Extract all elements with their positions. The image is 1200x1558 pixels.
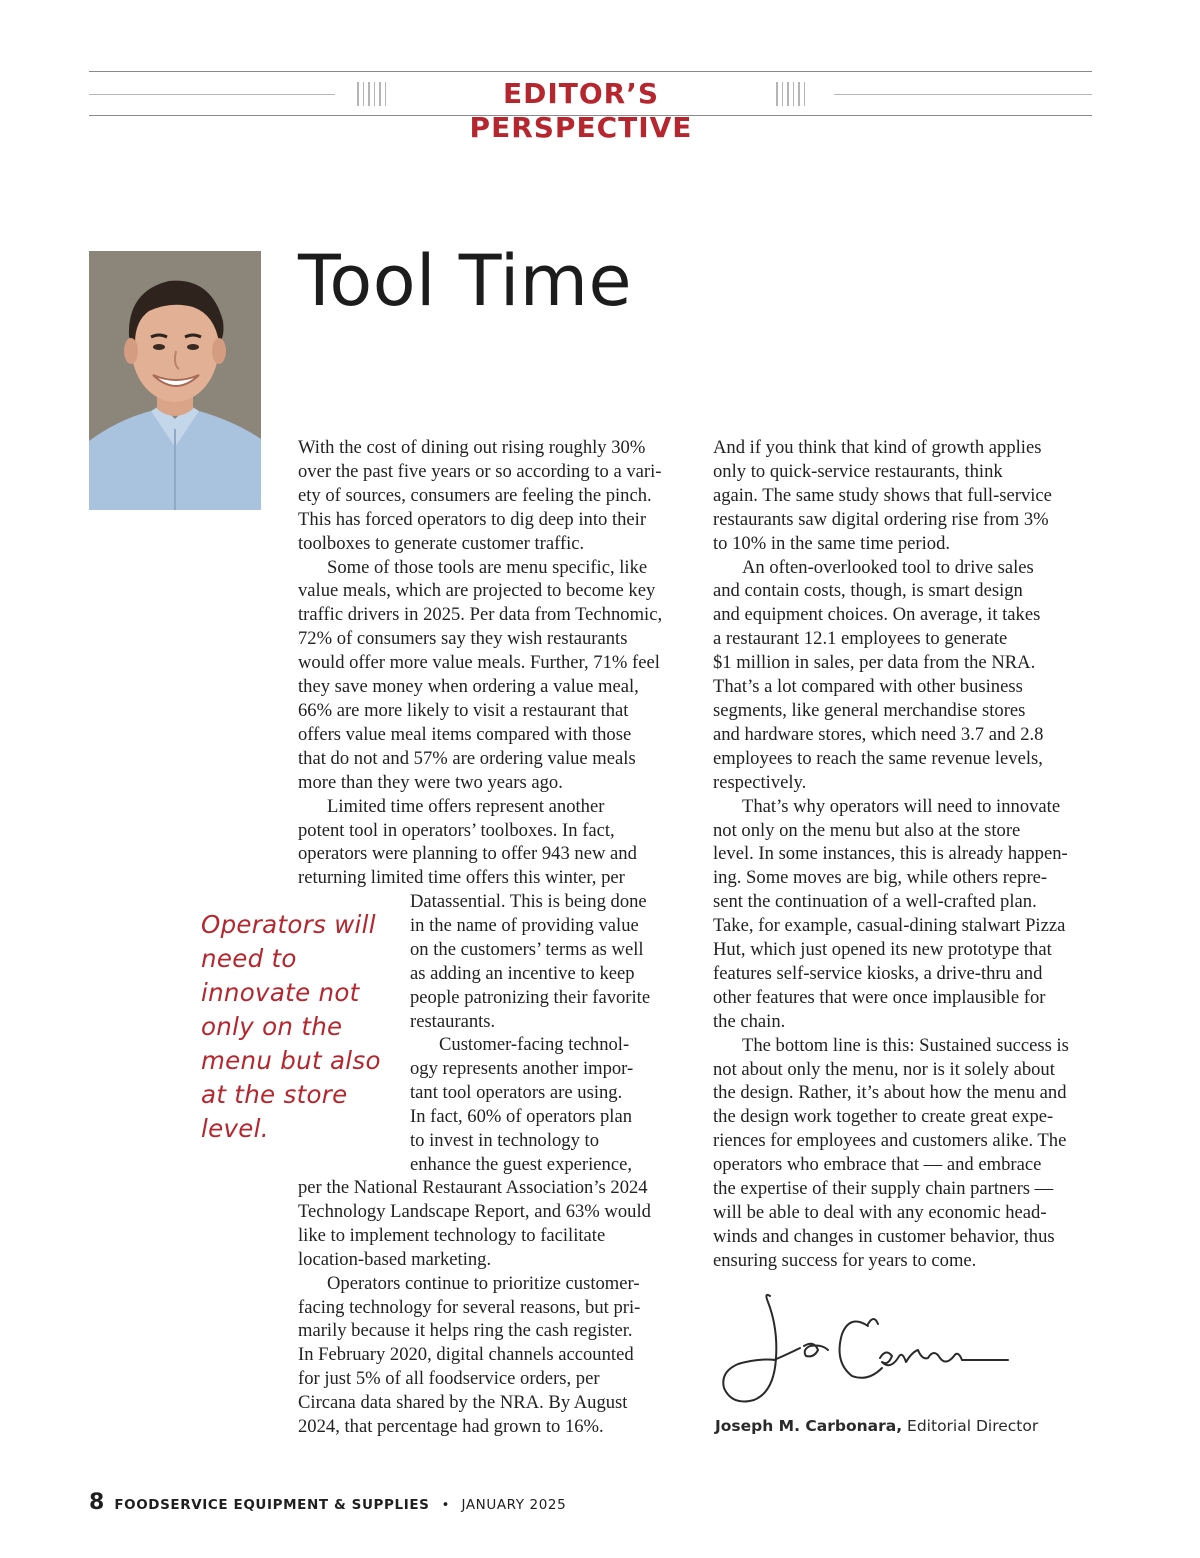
text-line: winds and changes in customer behavior, thus <box>713 1225 1055 1247</box>
section-label: EDITOR’S PERSPECTIVE <box>469 77 693 144</box>
text-line: the expertise of their supply chain partners — <box>713 1178 1054 1200</box>
text-line: level. In some instances, this is already happen- <box>713 843 1068 865</box>
text-line: for just 5% of all foodservice orders, per <box>298 1368 600 1390</box>
text-line: employees to reach the same revenue levels, <box>713 747 1043 769</box>
pull-quote-line: innovate not <box>201 978 360 1007</box>
pull-quote-line: at the store <box>201 1080 348 1109</box>
article-column-1-middle <box>410 890 678 1177</box>
pull-quote <box>201 908 391 1146</box>
text-line: tant tool operators are using. <box>410 1082 623 1104</box>
author-photo <box>89 251 261 510</box>
text-line: 66% are more likely to visit a restaurant that <box>298 699 629 721</box>
text-line: again. The same study shows that full-service <box>713 484 1052 506</box>
page-footer <box>89 1490 566 1518</box>
text-line: 2024, that percentage had grown to 16%. <box>298 1416 604 1438</box>
text-line: offers value meal items compared with those <box>298 723 632 745</box>
footer-separator: • <box>441 1497 450 1513</box>
text-line: In fact, 60% of operators plan <box>410 1106 633 1128</box>
pull-quote-line: Operators will <box>201 910 376 939</box>
text-line: The bottom line is this: Sustained success is <box>742 1034 1069 1056</box>
text-line: location-based marketing. <box>298 1248 492 1270</box>
text-line: the design work together to create great expe- <box>713 1106 1054 1128</box>
text-line: operators were planning to offer 943 new and <box>298 843 637 865</box>
header-midline-left <box>89 94 335 95</box>
text-line: to invest in technology to <box>410 1130 600 1152</box>
text-line: over the past five years or so according to a vari- <box>298 460 662 482</box>
text-line: $1 million in sales, per data from the NRA. <box>713 652 1036 674</box>
text-line: sent the continuation of a well-crafted plan. <box>713 891 1037 913</box>
text-line: toolboxes to generate customer traffic. <box>298 532 585 554</box>
header-midline-right <box>834 94 1092 95</box>
text-line: would offer more value meals. Further, 71% feel <box>298 652 660 674</box>
pull-quote-line: only on the <box>201 1012 343 1041</box>
article-column-1-top <box>298 436 678 890</box>
byline-name: Joseph M. Carbonara, <box>715 1417 903 1435</box>
header-top-rule <box>89 71 1092 72</box>
text-line: Limited time offers represent another <box>327 795 605 817</box>
text-line: the chain. <box>713 1010 786 1032</box>
text-line: that do not and 57% are ordering value meals <box>298 747 636 769</box>
text-line: per the National Restaurant Association’s 2024 <box>298 1177 648 1198</box>
text-line: features self-service kiosks, a drive-thru and <box>713 962 1043 984</box>
text-line: on the customers’ terms as well <box>410 938 644 960</box>
text-line: and equipment choices. On average, it takes <box>713 604 1041 626</box>
signature <box>718 1288 1018 1408</box>
text-line: ogy represents another impor- <box>410 1058 634 1080</box>
text-line: Operators continue to prioritize customer- <box>327 1272 640 1294</box>
text-line: they save money when ordering a value meal, <box>298 676 639 698</box>
text-line: segments, like general merchandise stores <box>713 699 1026 721</box>
article-title: Tool Time <box>298 240 633 322</box>
header-ticks-right <box>776 82 805 106</box>
text-line: not about only the menu, nor is it solely about <box>713 1058 1055 1080</box>
text-line: to 10% in the same time period. <box>713 532 951 554</box>
header-bottom-rule <box>89 115 1092 116</box>
pull-quote-line: need to <box>201 944 297 973</box>
text-line: That’s why operators will need to innovate <box>742 795 1061 817</box>
text-line: returning limited time offers this winter, per <box>298 867 625 889</box>
article-column-2 <box>713 436 1093 1273</box>
text-line: Circana data shared by the NRA. By August <box>298 1392 628 1414</box>
publication-name: FOODSERVICE EQUIPMENT & SUPPLIES <box>114 1497 430 1513</box>
text-line: restaurants. <box>410 1010 496 1032</box>
text-line: In February 2020, digital channels accounted <box>298 1344 634 1366</box>
text-line: marily because it helps ring the cash register. <box>298 1320 633 1342</box>
text-line: ing. Some moves are big, while others repre- <box>713 867 1048 889</box>
text-line: Customer-facing technol- <box>439 1034 630 1056</box>
issue-date: JANUARY 2025 <box>461 1497 567 1513</box>
text-line: only to quick-service restaurants, think <box>713 460 1003 482</box>
text-line: And if you think that kind of growth applies <box>713 437 1042 458</box>
pull-quote-line: menu but also <box>201 1046 381 1075</box>
text-line: operators who embrace that — and embrace <box>713 1154 1042 1176</box>
text-line: other features that were once implausible for <box>713 986 1046 1008</box>
text-line: Hut, which just opened its new prototype that <box>713 939 1052 961</box>
text-line: a restaurant 12.1 employees to generate <box>713 628 1008 650</box>
text-line: Take, for example, casual-dining stalwart Pizza <box>713 915 1066 937</box>
text-line: Datassential. This is being done <box>410 891 647 912</box>
text-line: Technology Landscape Report, and 63% would <box>298 1200 651 1222</box>
text-line: 72% of consumers say they wish restaurants <box>298 628 628 650</box>
text-line: traffic drivers in 2025. Per data from Technomic, <box>298 604 663 626</box>
text-line: more than they were two years ago. <box>298 771 563 793</box>
text-line: in the name of providing value <box>410 914 639 936</box>
byline-role: Editorial Director <box>907 1417 1039 1435</box>
text-line: and hardware stores, which need 3.7 and 2.8 <box>713 723 1044 745</box>
text-line: riences for employees and customers alike. The <box>713 1130 1067 1152</box>
text-line: Some of those tools are menu specific, like <box>327 556 648 578</box>
text-line: enhance the guest experience, <box>410 1153 632 1175</box>
text-line: ety of sources, consumers are feeling the pinch. <box>298 484 652 506</box>
text-line: respectively. <box>713 771 807 793</box>
text-line: potent tool in operators’ toolboxes. In fact, <box>298 819 615 841</box>
text-line: and contain costs, though, is smart design <box>713 580 1023 602</box>
page-number: 8 <box>89 1490 105 1515</box>
text-line: the design. Rather, it’s about how the menu and <box>713 1082 1067 1104</box>
text-line: like to implement technology to facilitate <box>298 1224 606 1246</box>
byline <box>715 1416 1038 1436</box>
text-line: An often-overlooked tool to drive sales <box>742 556 1034 578</box>
text-line: With the cost of dining out rising roughly 30% <box>298 437 646 458</box>
text-line: will be able to deal with any economic head- <box>713 1202 1047 1223</box>
pull-quote-line: level. <box>201 1114 269 1143</box>
text-line: facing technology for several reasons, but pri- <box>298 1296 641 1318</box>
text-line: value meals, which are projected to become key <box>298 580 656 602</box>
text-line: restaurants saw digital ordering rise from 3% <box>713 508 1049 530</box>
text-line: This has forced operators to dig deep into their <box>298 508 647 530</box>
text-line: people patronizing their favorite <box>410 986 651 1008</box>
header-ticks-left <box>357 82 386 106</box>
text-line: That’s a lot compared with other business <box>713 676 1023 698</box>
text-line: as adding an incentive to keep <box>410 962 635 984</box>
text-line: not only on the menu but also at the store <box>713 819 1021 841</box>
text-line: ensuring success for years to come. <box>713 1249 977 1271</box>
article-column-1-bottom <box>298 1176 678 1439</box>
